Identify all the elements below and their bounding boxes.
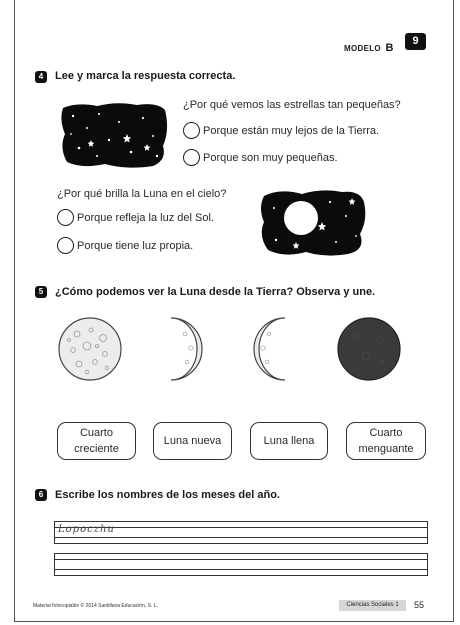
label-line: Luna nueva: [163, 434, 222, 447]
q1-option-2[interactable]: [183, 149, 338, 166]
starry-sky-icon: [57, 100, 170, 170]
label-luna-nueva[interactable]: [153, 422, 232, 460]
section-6-title: Escribe los nombres de los meses del año.: [55, 489, 280, 501]
section-6-number: 6: [35, 489, 47, 501]
answer-circle[interactable]: [57, 237, 74, 254]
label-cuarto-creciente[interactable]: [57, 422, 136, 460]
waning-crescent-icon: [157, 316, 207, 382]
section-5-number: 5: [35, 286, 47, 298]
writing-line-1[interactable]: [54, 521, 428, 544]
q2-option-2-label: Porque tiene luz propia.: [77, 239, 194, 252]
label-cuarto-menguante[interactable]: [346, 422, 426, 460]
label-line: Cuarto: [79, 426, 113, 439]
new-moon-icon: [336, 316, 402, 382]
answer-circle[interactable]: [57, 209, 74, 226]
modelo-text: MODELO: [344, 44, 381, 53]
footer-page-number: 55: [414, 600, 425, 610]
label-line: Luna llena: [263, 434, 315, 447]
modelo-value: B: [385, 42, 394, 54]
footer-credit: Material fotocopiable © 2014 Santillana Educación, S. L.: [33, 603, 158, 609]
modelo-label: [344, 42, 394, 54]
label-luna-llena[interactable]: [250, 422, 328, 460]
label-line: creciente: [74, 443, 119, 455]
question-1: ¿Por qué vemos las estrellas tan pequeñas?: [183, 99, 401, 111]
q2-option-1[interactable]: [57, 209, 214, 226]
q2-option-1-label: Porque refleja la luz del Sol.: [77, 211, 214, 224]
waxing-crescent-icon: [249, 316, 299, 382]
label-line: Cuarto: [369, 426, 403, 439]
label-line: menguante: [358, 443, 414, 455]
section-4-title: Lee y marca la respuesta correcta.: [55, 70, 236, 82]
q1-option-2-label: Porque son muy pequeñas.: [203, 151, 338, 164]
q1-option-1-label: Porque están muy lejos de la Tierra.: [203, 124, 380, 137]
section-5-title: ¿Cómo podemos ver la Luna desde la Tierra? Observa y une.: [55, 286, 376, 298]
q1-option-1[interactable]: [183, 122, 379, 139]
page-badge: 9: [405, 33, 426, 50]
question-2: ¿Por qué brilla la Luna en el cielo?: [57, 188, 227, 200]
answer-circle[interactable]: [183, 149, 200, 166]
section-4-number: 4: [35, 71, 47, 83]
moon-night-sky-icon: [256, 186, 368, 258]
writing-line-2[interactable]: [54, 553, 428, 576]
handwriting-text: Lopoczhu: [58, 524, 115, 535]
q2-option-2[interactable]: [57, 237, 193, 254]
full-moon-icon: [57, 316, 123, 382]
footer-subject: Ciencias Sociales 1: [339, 600, 406, 611]
answer-circle[interactable]: [183, 122, 200, 139]
